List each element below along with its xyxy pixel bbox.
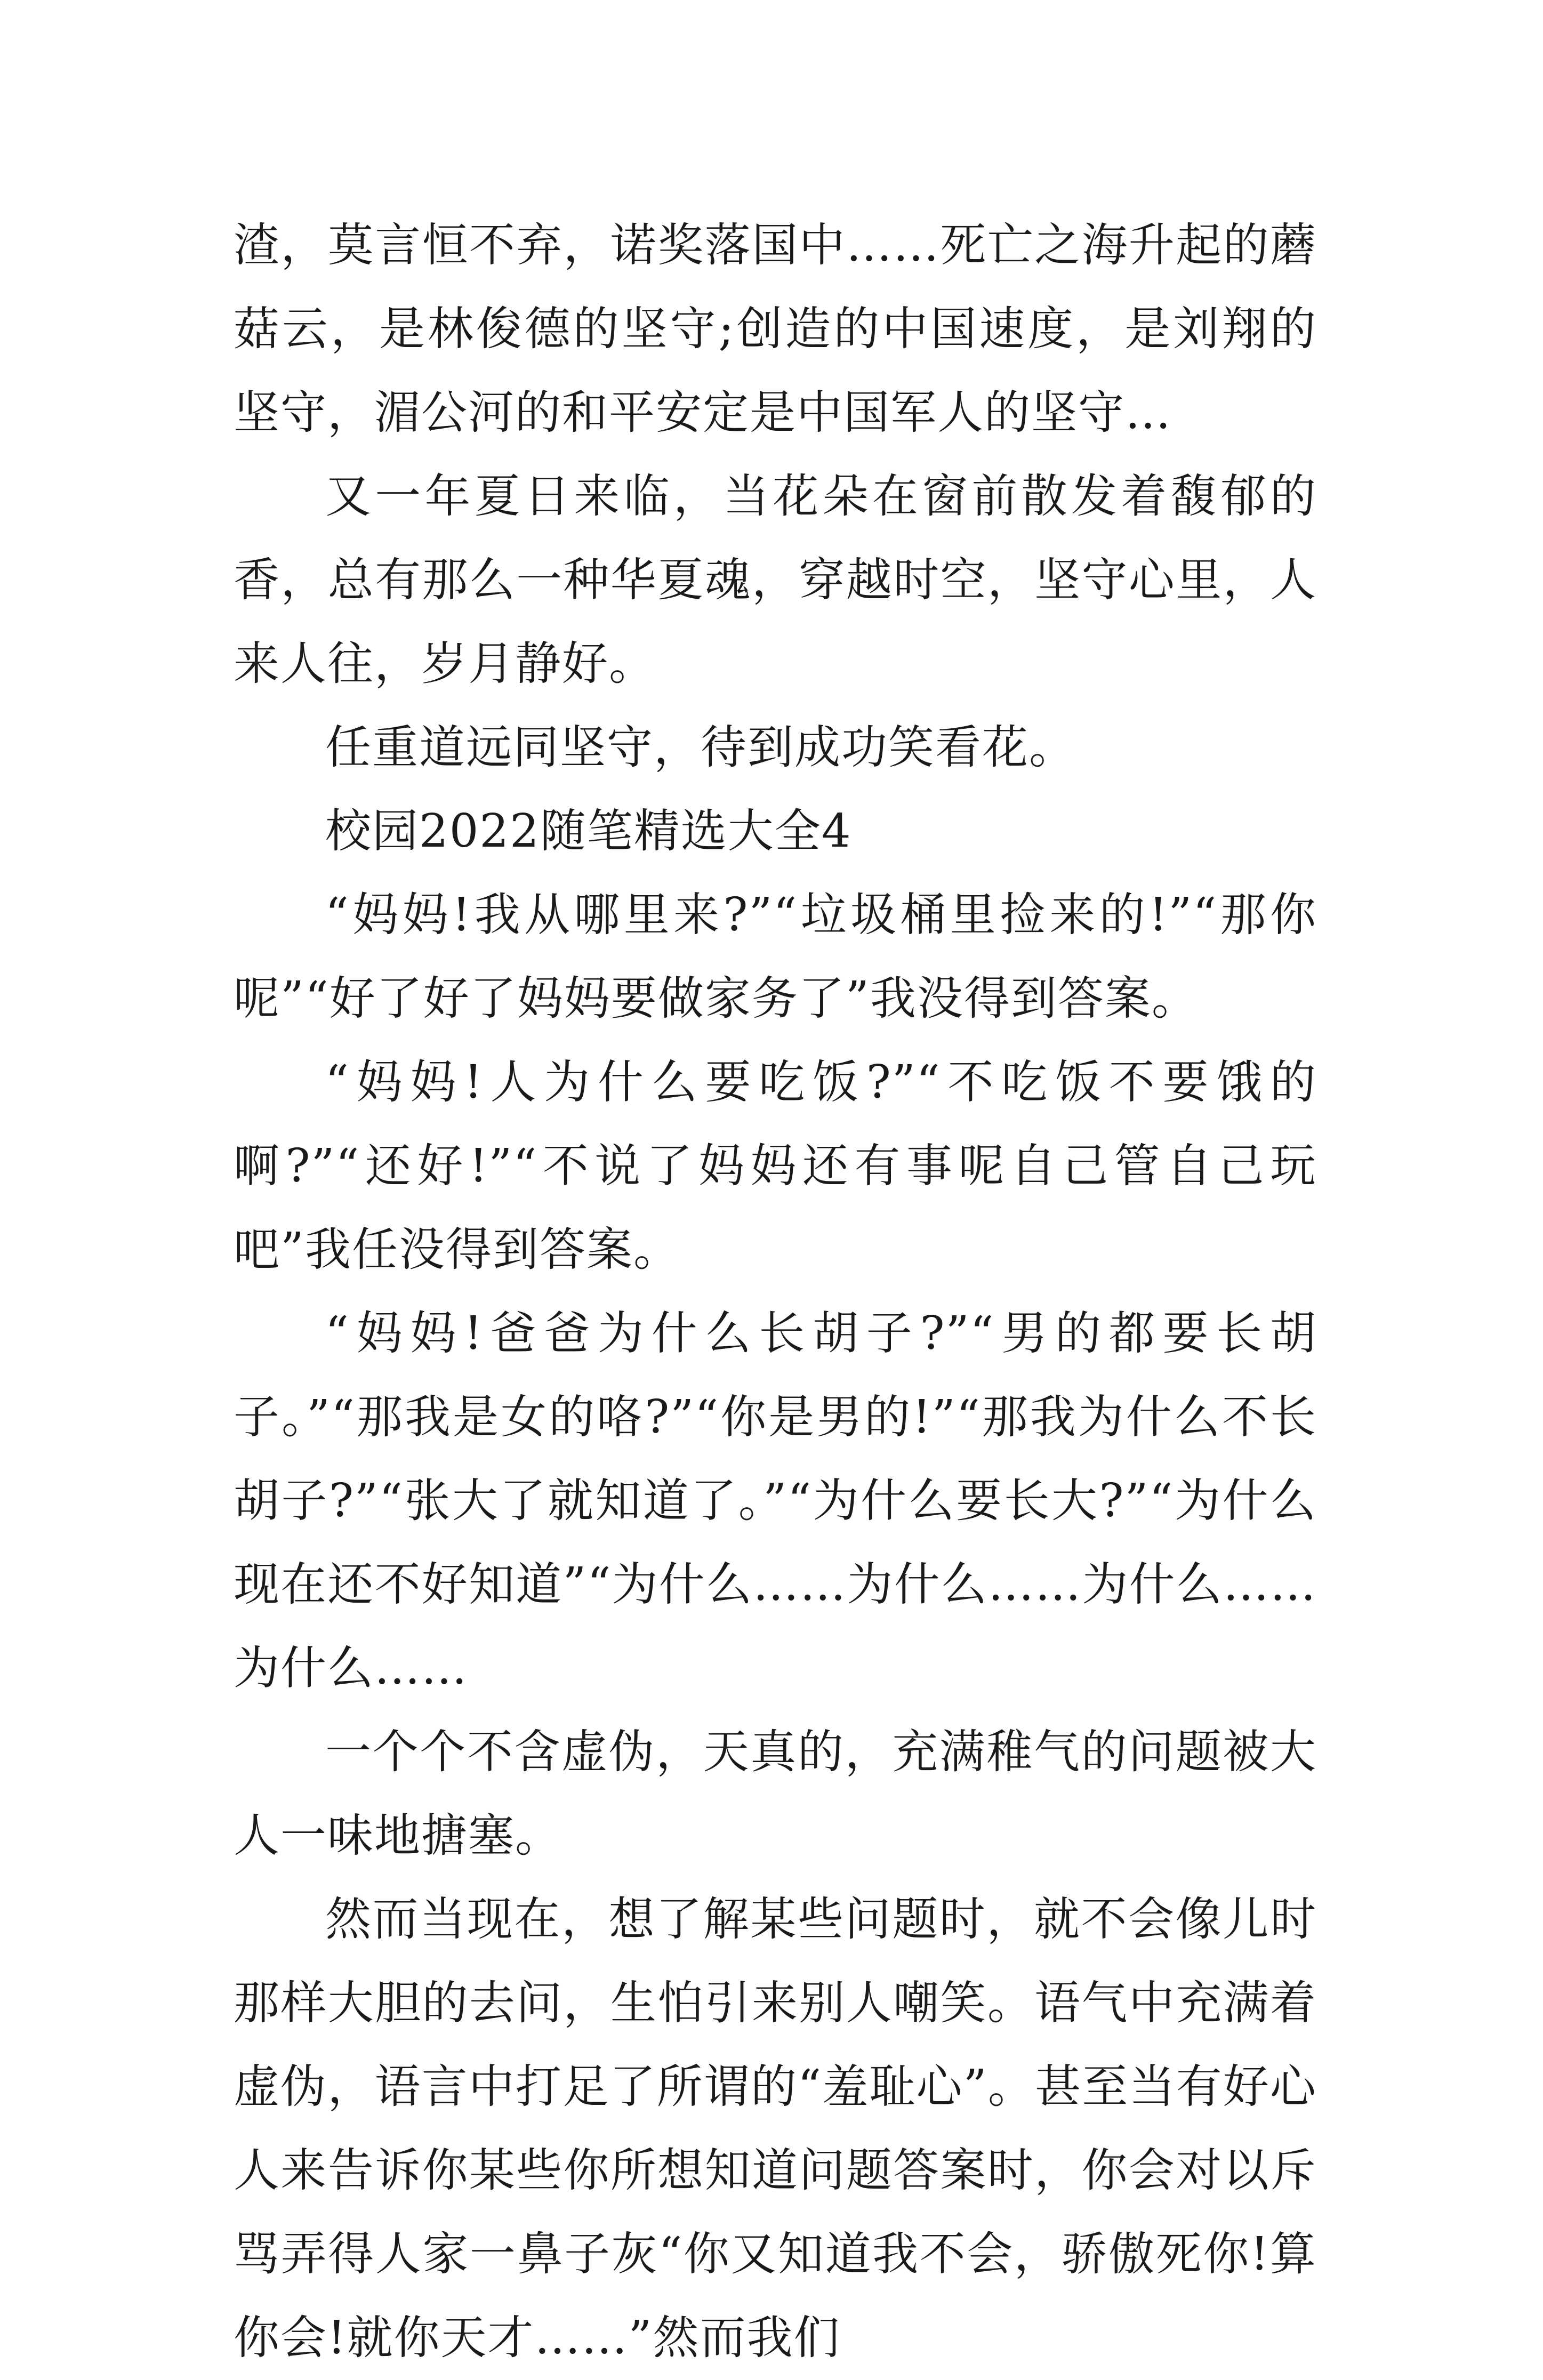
paragraph-1: 渣，莫言恒不弃，诺奖落国中……死亡之海升起的蘑菇云，是林俊德的坚守;创造的中国速度，是刘翔的坚守，湄公河的和平安定是中国军人的坚守… [234,219,1317,439]
section-heading: 校园2022随笔精选大全4 [325,805,852,858]
paragraph-8: 一个个不含虚伪，天真的，充满稚气的问题被大人一味地搪塞。 [234,1725,1317,1862]
paragraph-7: “妈妈!爸爸为什么长胡子?”“男的都要长胡子。”“那我是女的咯?”“你是男的!”“那我为什么不长胡子?”“张大了就知道了。”“为什么要长大?”“为什么现在还不好知道”“为什么……为什么……为什么……为什么…… [234,1307,1317,1695]
paragraph-3: 任重道远同坚守，待到成功笑看花。 [325,721,1076,774]
paragraph-2: 又一年夏日来临，当花朵在窗前散发着馥郁的香，总有那么一种华夏魂，穿越时空，坚守心里，人来人往，岁月静好。 [234,470,1317,690]
paragraph-5: “妈妈!我从哪里来?”“垃圾桶里捡来的!”“那你呢”“好了好了妈妈要做家务了”我没得到答案。 [234,888,1317,1025]
paragraph-6: “妈妈!人为什么要吃饭?”“不吃饭不要饿的啊?”“还好!”“不说了妈妈还有事呢自己管自己玩吧”我任没得到答案。 [234,1056,1317,1276]
paragraph-9: 然而当现在，想了解某些问题时，就不会像儿时那样大胆的去问，生怕引来别人嘲笑。语气中充满着虚伪，语言中打足了所谓的“羞耻心”。甚至当有好心人来告诉你某些你所想知道问题答案时，你会对以斥骂弄得人家一鼻子灰“你又知道我不会，骄傲死你!算你会!就你天才……”然而我们 [234,1893,1317,2365]
document-body [234,204,1317,2380]
